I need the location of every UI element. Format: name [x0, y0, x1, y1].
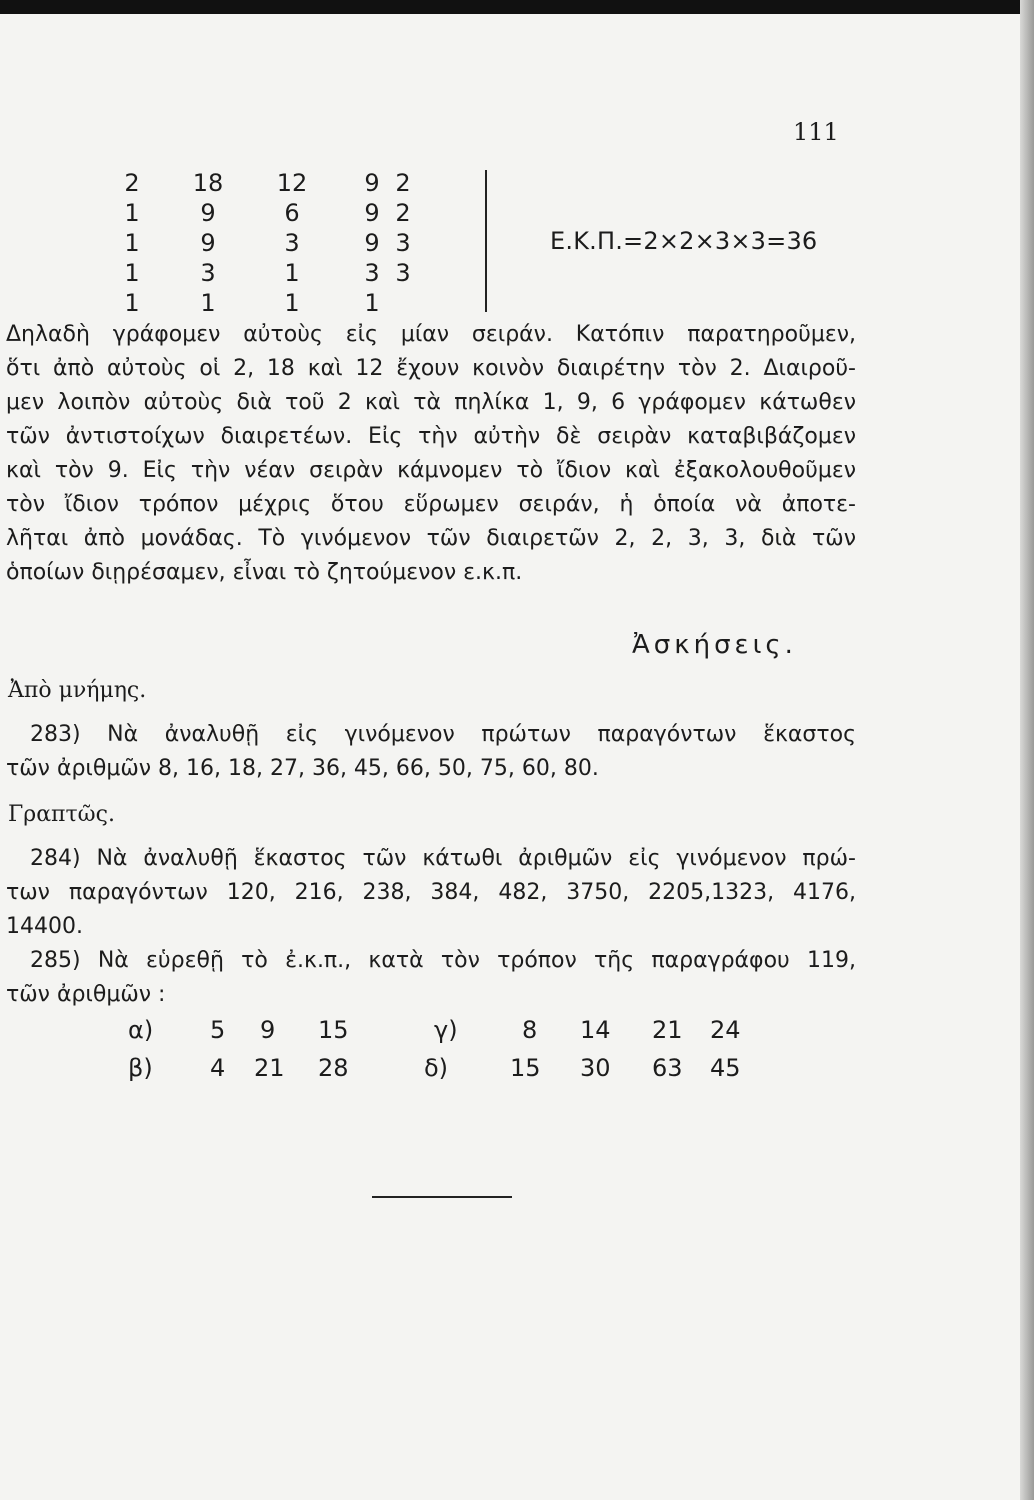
option-value: 4 — [210, 1054, 226, 1082]
exercise-283 — [6, 722, 856, 790]
text-line: ὁποίων διῃρέσαμεν, εἶναι τὸ ζητούμενον ε.κ.π. — [6, 560, 523, 585]
explanation-paragraph — [6, 322, 856, 594]
exercises-heading: Ἀσκήσεις. — [632, 630, 797, 660]
ladder-cell: 1 — [200, 289, 216, 317]
ladder-cell: 3 — [364, 259, 380, 287]
ladder-divisor: 3 — [395, 229, 411, 257]
text-line: τῶν ἀριθμῶν : — [6, 982, 166, 1007]
section-end-rule — [372, 1196, 512, 1198]
text-line: τῶν ἀντιστοίχων διαιρετέων. Εἰς τὴν αὐτὴν δὲ σειρὰν καταβιβάζομεν — [6, 424, 856, 449]
option-value: 14 — [580, 1016, 611, 1044]
option-value: 30 — [580, 1054, 611, 1082]
option-value: 63 — [652, 1054, 683, 1082]
ladder-divider-line — [485, 170, 487, 312]
text-line: 14400. — [6, 914, 83, 939]
section-from-memory: Ἀπὸ μνήμης. — [8, 678, 147, 703]
ladder-cell: 9 — [364, 229, 380, 257]
ladder-cell: 1 — [284, 289, 300, 317]
option-value: 45 — [710, 1054, 741, 1082]
ladder-cell: 1 — [124, 229, 140, 257]
option-label-c: γ) — [434, 1016, 458, 1044]
option-value: 15 — [510, 1054, 541, 1082]
ladder-cell: 1 — [284, 259, 300, 287]
ladder-cell: 9 — [364, 199, 380, 227]
ladder-cell: 9 — [200, 199, 216, 227]
ladder-cell: 9 — [364, 169, 380, 197]
exercise-285 — [6, 948, 856, 1016]
section-written: Γραπτῶς. — [8, 802, 115, 827]
option-value: 9 — [260, 1016, 276, 1044]
ladder-cell: 1 — [124, 259, 140, 287]
text-line: τὸν ἴδιον τρόπον μέχρις ὅτου εὕρωμεν σειράν, ἡ ὁποία νὰ ἀποτε- — [6, 492, 856, 517]
ladder-divisor: 3 — [395, 259, 411, 287]
ladder-cell: 18 — [192, 169, 224, 197]
text-line: καὶ τὸν 9. Εἰς τὴν νέαν σειρὰν κάμνομεν τὸ ἴδιον καὶ ἐξακολουθοῦμεν — [6, 458, 856, 483]
ladder-cell: 1 — [124, 199, 140, 227]
scan-right-edge — [1020, 0, 1034, 1500]
text-line: των παραγόντων 120, 216, 238, 384, 482, 3750, 2205,1323, 4176, — [6, 880, 856, 905]
ladder-cell: 6 — [284, 199, 300, 227]
option-value: 15 — [318, 1016, 349, 1044]
exercise-284 — [6, 846, 856, 948]
text-line: τῶν ἀριθμῶν 8, 16, 18, 27, 36, 45, 66, 50, 75, 60, 80. — [6, 756, 599, 781]
option-label-a: α) — [128, 1016, 154, 1044]
exercise-285-options — [128, 1015, 768, 1095]
option-value: 28 — [318, 1054, 349, 1082]
scan-top-edge — [0, 0, 1034, 14]
ladder-cell: 1 — [364, 289, 380, 317]
ladder-cell: 12 — [276, 169, 308, 197]
text-line: Δηλαδὴ γράφομεν αὐτοὺς εἰς μίαν σειράν. Κατόπιν παρατηροῦμεν, — [6, 322, 856, 347]
lcm-result: Ε.Κ.Π.=2×2×3×3=36 — [550, 227, 818, 255]
text-line: λῆται ἀπὸ μονάδας. Τὸ γινόμενον τῶν διαιρετῶν 2, 2, 3, 3, διὰ τῶν — [6, 526, 856, 551]
option-label-d: δ) — [424, 1054, 449, 1082]
ladder-cell: 3 — [284, 229, 300, 257]
option-label-b: β) — [128, 1054, 153, 1082]
ladder-divisor: 2 — [395, 199, 411, 227]
text-line: ὅτι ἀπὸ αὐτοὺς οἱ 2, 18 καὶ 12 ἔχουν κοινὸν διαιρέτην τὸν 2. Διαιροῦ- — [6, 356, 856, 381]
option-value: 21 — [254, 1054, 285, 1082]
text-line: 283) Νὰ ἀναλυθῇ εἰς γινόμενον πρώτων παραγόντων ἕκαστος — [30, 722, 856, 747]
ladder-cell: 1 — [124, 289, 140, 317]
ladder-cell: 2 — [124, 169, 140, 197]
ladder-cell: 3 — [200, 259, 216, 287]
text-line: 284) Νὰ ἀναλυθῇ ἕκαστος τῶν κάτωθι ἀριθμῶν εἰς γινόμενον πρώ- — [30, 846, 856, 871]
option-value: 21 — [652, 1016, 683, 1044]
text-line: 285) Νὰ εὑρεθῇ τὸ ἐ.κ.π., κατὰ τὸν τρόπον τῆς παραγράφου 119, — [30, 948, 856, 973]
ladder-divisor: 2 — [395, 169, 411, 197]
lcm-division-ladder — [112, 168, 818, 318]
option-value: 5 — [210, 1016, 226, 1044]
text-line: μεν λοιπὸν αὐτοὺς διὰ τοῦ 2 καὶ τὰ πηλίκα 1, 9, 6 γράφομεν κάτωθεν — [6, 390, 856, 415]
option-value: 8 — [522, 1016, 538, 1044]
ladder-cell: 9 — [200, 229, 216, 257]
option-value: 24 — [710, 1016, 741, 1044]
page-number: 111 — [793, 118, 839, 146]
